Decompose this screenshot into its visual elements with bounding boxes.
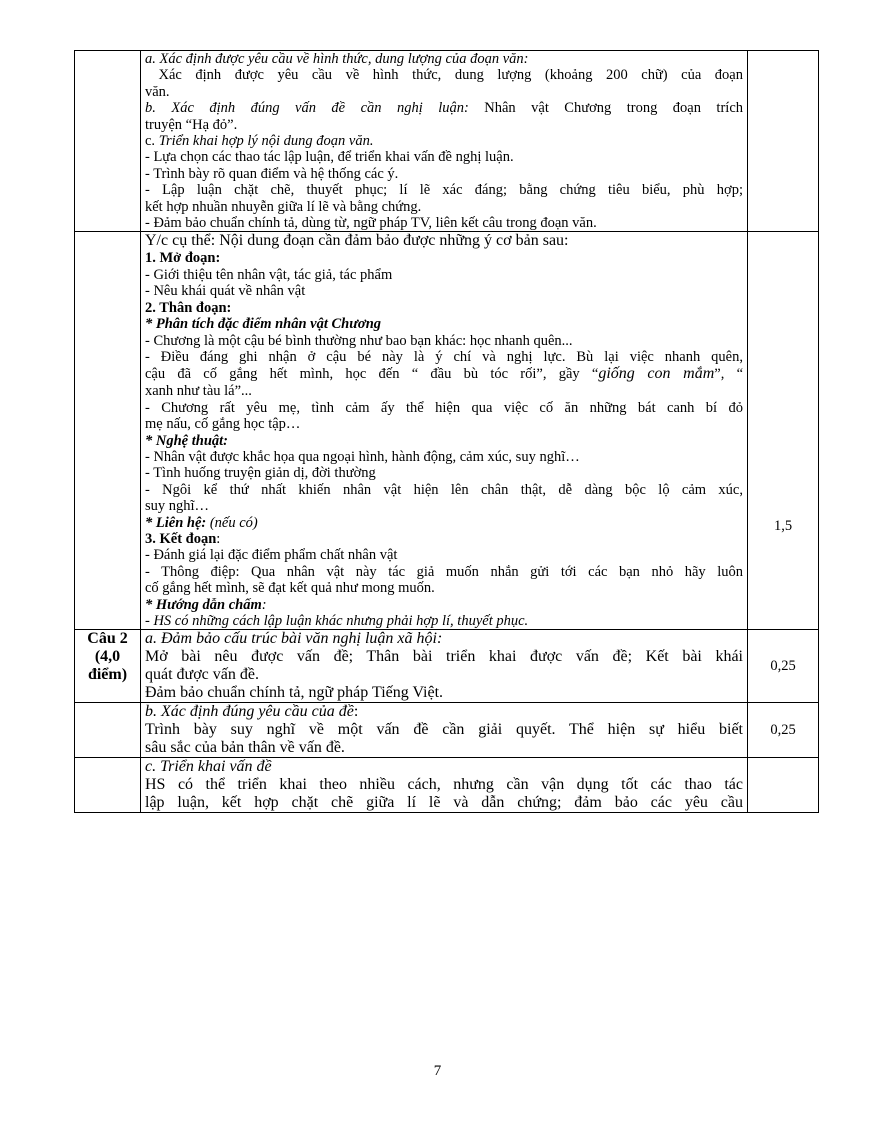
text-span: * Hướng dẫn chấm xyxy=(145,596,262,613)
text-span: : xyxy=(261,596,267,613)
content-cell xyxy=(141,232,748,630)
text-line xyxy=(145,597,743,613)
text-line xyxy=(145,100,743,116)
text-span: Nhân vật Chương trong đoạn trích xyxy=(468,100,743,117)
text-span: c. xyxy=(145,133,159,150)
text-line: Xác định được yêu cầu về hình thức, dung lượng (khoảng 200 chữ) của đoạn xyxy=(145,67,743,84)
text-line: cố gắng hết mình, sẽ đạt kết quả như mong muốn. xyxy=(145,580,435,597)
question-cell xyxy=(75,51,141,232)
text-line: HS có thể triển khai theo nhiều cách, nhưng cần vận dụng tốt các thao tác xyxy=(145,776,743,794)
content-cell xyxy=(141,51,748,232)
text-line: * Phân tích đặc điểm nhân vật Chương xyxy=(145,316,382,333)
text-line: - Lập luận chặt chẽ, thuyết phục; lí lẽ xác đáng; bằng chứng tiêu biểu, phù hợp; xyxy=(145,182,743,199)
text-line: Mở bài nêu được vấn đề; Thân bài triển khai được vấn đề; Kết bài khái xyxy=(145,648,743,666)
text-line: suy nghĩ… xyxy=(145,498,210,515)
text-line: 2. Thân đoạn: xyxy=(145,299,232,316)
score-cell xyxy=(748,51,819,232)
text-line: - Chương rất yêu mẹ, tình cảm ấy thể hiện qua việc cố ăn những bát canh bí đỏ xyxy=(145,399,743,416)
text-line: - Đảm bảo chuẩn chính tả, dùng từ, ngữ pháp TV, liên kết câu trong đoạn văn. xyxy=(145,215,597,232)
text-line xyxy=(145,365,743,383)
text-line: Y/c cụ thể: Nội dung đoạn cần đảm bảo được những ý cơ bản sau: xyxy=(145,232,569,250)
text-line xyxy=(145,133,743,149)
text-span: : xyxy=(216,530,221,547)
text-line: - Đánh giá lại đặc điểm phẩm chất nhân vật xyxy=(145,547,398,564)
answer-key-table xyxy=(74,50,819,813)
question-label: Câu 2 xyxy=(87,630,128,648)
text-line: - Lựa chọn các thao tác lập luận, để triển khai vấn đề nghị luận. xyxy=(145,149,514,166)
text-line: - Ngôi kể thứ nhất khiến nhân vật hiện lên chân thật, dễ dàng bộc lộ cảm xúc, xyxy=(145,481,743,498)
text-line: - Thông điệp: Qua nhân vật này tác giả muốn nhắn gửi tới các bạn nhỏ hãy luôn xyxy=(145,563,743,580)
text-span: b. Xác định đúng yêu cầu của đề xyxy=(145,703,354,721)
text-line: truyện “Hạ đỏ”. xyxy=(145,116,238,133)
content-cell xyxy=(141,703,748,758)
text-line xyxy=(145,515,743,531)
text-line: văn. xyxy=(145,83,170,100)
text-line: sâu sắc của bản thân về vấn đề. xyxy=(145,739,345,757)
table-row xyxy=(75,630,819,703)
text-line: xanh như tàu lá”... xyxy=(145,383,252,400)
text-line: a. Xác định được yêu cầu về hình thức, dung lượng của đoạn văn: xyxy=(145,51,529,67)
text-span: 3. Kết đoạn xyxy=(145,530,217,547)
table-row xyxy=(75,232,819,630)
question-points: (4,0 xyxy=(94,648,121,666)
text-line: - HS có những cách lập luận khác nhưng phải hợp lí, thuyết phục. xyxy=(145,613,529,629)
table-row xyxy=(75,51,819,232)
text-span: b. Xác định đúng vấn đề cần nghị luận: xyxy=(145,100,469,117)
text-line: c. Triển khai vấn đề xyxy=(145,758,272,776)
text-line: - Tình huống truyện giản dị, đời thường xyxy=(145,465,376,482)
score-cell xyxy=(748,758,819,813)
score-cell: 0,25 xyxy=(748,703,819,758)
question-cell xyxy=(75,703,141,758)
question-points: điểm) xyxy=(87,666,128,684)
text-line: - Chương là một cậu bé bình thường như bao bạn khác: học nhanh quên... xyxy=(145,332,573,349)
text-line: - Trình bày rõ quan điểm và hệ thống các ý. xyxy=(145,165,399,182)
table-row xyxy=(75,758,819,813)
text-span: cậu đã cố gắng hết mình, học đến “ đầu bù tóc rối”, gầy “ xyxy=(145,366,599,383)
question-cell xyxy=(75,758,141,813)
text-span: * Liên hệ: xyxy=(145,514,207,531)
text-span: : xyxy=(353,703,359,721)
text-line: - Nhân vật được khắc họa qua ngoại hình, hành động, cảm xúc, suy nghĩ… xyxy=(145,448,580,465)
text-span: Triển khai hợp lý nội dung đoạn văn. xyxy=(158,133,374,150)
text-line: lập luận, kết hợp chặt chẽ giữa lí lẽ và dẫn chứng; đảm bảo các yêu cầu xyxy=(145,794,743,812)
text-line: kết hợp nhuần nhuyễn giữa lí lẽ và bằng chứng. xyxy=(145,198,422,215)
text-span: (nếu có) xyxy=(206,514,258,531)
text-line: * Nghệ thuật: xyxy=(145,432,228,449)
score-cell: 0,25 xyxy=(748,630,819,703)
text-line: mẹ nấu, cố gắng học tập… xyxy=(145,416,301,433)
text-line xyxy=(145,703,743,721)
text-line: quát được vấn đề. xyxy=(145,666,259,684)
question-cell xyxy=(75,232,141,630)
question-cell xyxy=(75,630,141,703)
score-cell: 1,5 xyxy=(748,232,819,630)
content-cell xyxy=(141,630,748,703)
text-line: - Nêu khái quát về nhân vật xyxy=(145,283,306,300)
text-line: - Giới thiệu tên nhân vật, tác giả, tác phẩm xyxy=(145,266,393,283)
text-line: 1. Mở đoạn: xyxy=(145,250,221,267)
text-line xyxy=(145,531,743,547)
text-line: Đảm bảo chuẩn chính tả, ngữ pháp Tiếng Việt. xyxy=(145,684,444,702)
text-line: Trình bày suy nghĩ về một vấn đề cần giải quyết. Thể hiện sự hiểu biết xyxy=(145,721,743,739)
text-span: ”, “ xyxy=(714,366,744,383)
content-cell xyxy=(141,758,748,813)
text-span: giống con mắm xyxy=(598,365,715,383)
text-line: - Điều đáng ghi nhận ở cậu bé này là ý chí và nghị lực. Bù lại việc nhanh quên, xyxy=(145,348,743,365)
text-line: a. Đảm bảo cấu trúc bài văn nghị luận xã hội: xyxy=(145,630,443,648)
page-number: 7 xyxy=(433,1063,442,1079)
table-row xyxy=(75,703,819,758)
